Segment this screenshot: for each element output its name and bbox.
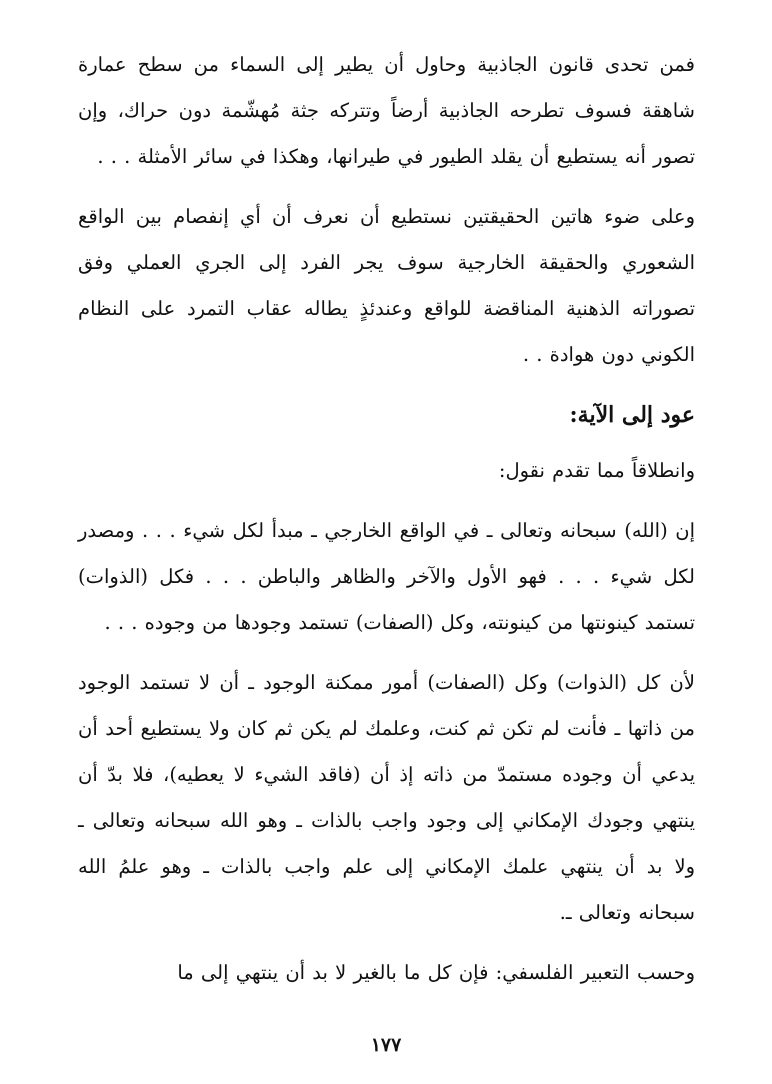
paragraph-1: فمن تحدى قانون الجاذبية وحاول أن يطير إلى السماء من سطح عمارة شاهقة فسوف تطرحه الجاذبية أرضاً وتتركه جثة مُهشّمة دون حراك، وإن تصور أنه يستطيع أن يقلد الطيور في طيرانها، وهكذا في سائر الأمثلة . . . [78,53,695,168]
paragraph-2: وعلى ضوء هاتين الحقيقتين نستطيع أن نعرف أن أي إنفصام بين الواقع الشعوري والحقيقة الخارجية سوف يجر الفرد إلى الجري العملي وفق تصوراته الذهنية المناقضة للواقع وعندئذٍ يطاله عقاب التمرد على النظام الكوني دون هوادة . . [78,205,695,366]
section-heading: عود إلى الآية: [569,402,695,428]
page-number: ١٧٧ [370,1034,402,1056]
paragraph-3: وانطلاقاً مما تقدم نقول: [498,459,695,482]
paragraph-6: وحسب التعبير الفلسفي: فإن كل ما بالغير لا بد أن ينتهي إلى ما [177,961,695,984]
paragraph-5: لأن كل (الذوات) وكل (الصفات) أمور ممكنة الوجود ـ أن لا تستمد الوجود من ذاتها ـ فأنت لم تكن ثم كنت، وعلمك لم يكن ثم كان ولا يستطيع أحد أن يدعي أن وجوده مستمدّ من ذاته إذ أن (فاقد الشيء لا يعطيه)، فلا بدّ أن ينتهي وجودك الإمكاني إلى وجود واجب بالذات ـ وهو الله سبحانه وتعالى ـ ولا بد أن ينتهي علمك الإمكاني إلى علم واجب بالذات ـ وهو علمُ الله سبحانه وتعالى ـ. [78,671,695,924]
page-body [78,42,695,1010]
paragraph-4: إن (الله) سبحانه وتعالى ـ في الواقع الخارجي ـ مبدأ لكل شيء . . . ومصدر لكل شيء . . . فهو الأول والآخر والظاهر والباطن . . . فكل (الذوات) تستمد كينونتها من كينونته، وكل (الصفات) تستمد وجودها من وجوده . . . [78,519,695,634]
